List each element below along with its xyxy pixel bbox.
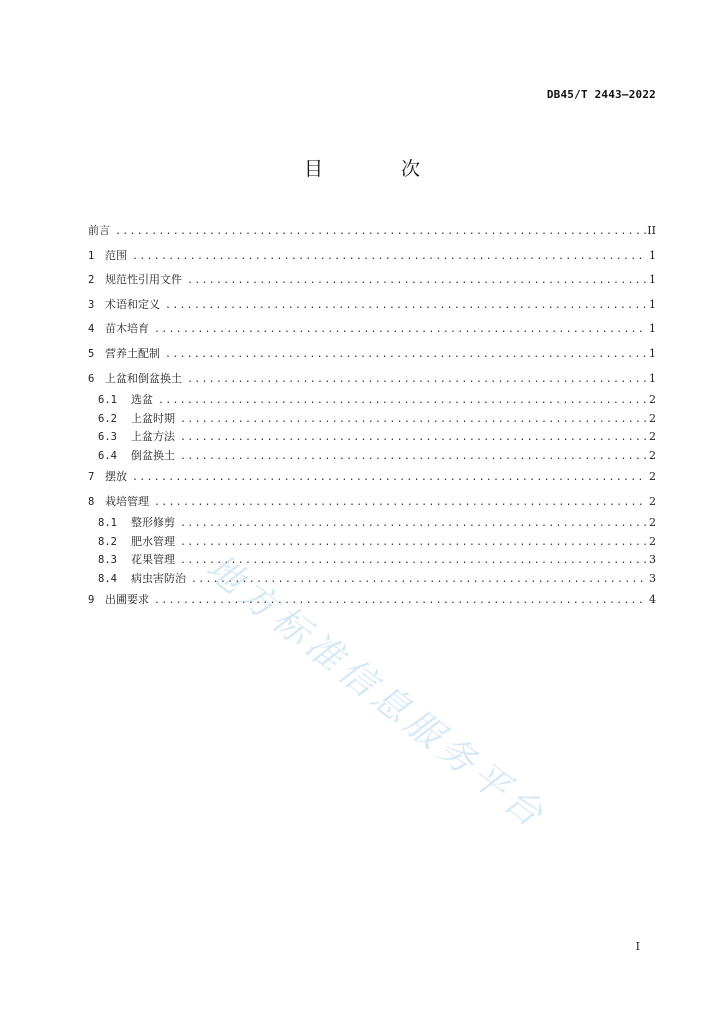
toc-entry-page: 2 xyxy=(649,448,656,462)
toc-entry-4[interactable] xyxy=(88,317,656,342)
toc-entry-5[interactable] xyxy=(88,342,656,367)
toc-dot-leader xyxy=(129,466,646,491)
toc-entry-label: 前言 xyxy=(88,224,110,237)
toc-entry-page: 1 xyxy=(649,273,656,287)
toc-dot-leader xyxy=(151,491,646,516)
toc-dot-leader xyxy=(177,515,646,534)
toc-entry-page: 2 xyxy=(649,411,656,425)
page-folio: I xyxy=(635,940,640,953)
toc-entry-number: 6.1 xyxy=(98,394,117,407)
toc-entry-label: 范围 xyxy=(105,248,127,262)
toc-entry-page: 2 xyxy=(649,534,656,548)
toc-dot-leader xyxy=(177,411,646,430)
toc-entry-label: 苗木培育 xyxy=(105,322,149,336)
toc-entry-foreword[interactable] xyxy=(88,219,656,244)
toc-entry-label: 上盆和倒盆换土 xyxy=(105,371,182,385)
toc-entry-page: 2 xyxy=(649,430,656,444)
toc-entry-6-1[interactable] xyxy=(88,391,656,410)
toc-dot-leader xyxy=(177,552,646,571)
toc-entry-3[interactable] xyxy=(88,293,656,318)
toc-entry-label: 栽培管理 xyxy=(105,494,149,508)
toc-entry-number: 6 xyxy=(88,372,95,385)
toc-entry-number: 6.3 xyxy=(98,431,117,444)
toc-entry-page: 2 xyxy=(649,470,656,484)
toc-dot-leader xyxy=(162,343,646,368)
toc-entry-label: 倒盆换土 xyxy=(131,448,175,462)
toc-entry-8-4[interactable] xyxy=(88,570,656,589)
toc-entry-label: 病虫害防治 xyxy=(131,571,186,585)
toc-dot-leader xyxy=(151,318,646,343)
toc-entry-1[interactable] xyxy=(88,244,656,269)
toc-entry-page: 2 xyxy=(649,494,656,508)
toc-entry-page: 4 xyxy=(649,593,656,607)
toc-entry-page: 1 xyxy=(649,322,656,336)
toc-entry-2[interactable] xyxy=(88,268,656,293)
toc-entry-number: 1 xyxy=(88,249,95,262)
toc-entry-label: 上盆方法 xyxy=(131,430,175,444)
toc-entry-number: 8.3 xyxy=(98,554,117,567)
toc-entry-page: 1 xyxy=(649,248,656,262)
toc-entry-label: 营养土配制 xyxy=(105,346,160,360)
toc-entry-page: 3 xyxy=(649,553,656,567)
toc-dot-leader xyxy=(155,392,646,411)
toc-entry-6-2[interactable] xyxy=(88,410,656,429)
toc-entry-page: 1 xyxy=(649,371,656,385)
toc-entry-page: 3 xyxy=(649,571,656,585)
toc-entry-page: 2 xyxy=(649,393,656,407)
toc-dot-leader xyxy=(177,448,646,467)
toc-entry-9[interactable] xyxy=(88,588,656,613)
toc-entry-8-2[interactable] xyxy=(88,533,656,552)
toc-entry-label: 选盆 xyxy=(131,393,153,407)
toc-entry-number: 5 xyxy=(88,347,95,360)
toc-entry-number: 9 xyxy=(88,594,95,607)
watermark: 地方标准信息服务平台 xyxy=(198,546,555,838)
toc-entry-number: 4 xyxy=(88,323,95,336)
toc-entry-number: 6.4 xyxy=(98,449,117,462)
toc-dot-leader xyxy=(129,245,646,270)
toc-dot-leader xyxy=(184,269,646,294)
toc-dot-leader xyxy=(184,368,646,393)
toc-entry-page: 1 xyxy=(649,297,656,311)
toc-entry-8[interactable] xyxy=(88,490,656,515)
toc-entry-number: 7 xyxy=(88,471,95,484)
toc-entry-6[interactable] xyxy=(88,367,656,392)
toc-entry-7[interactable] xyxy=(88,465,656,490)
toc-entry-number: 8.1 xyxy=(98,517,117,530)
toc-dot-leader xyxy=(188,571,646,590)
toc-dot-leader xyxy=(177,534,646,553)
toc-dot-leader xyxy=(112,220,646,245)
toc-entry-page: 2 xyxy=(649,516,656,530)
page-title: 目 次 xyxy=(303,158,457,180)
toc-entry-label: 规范性引用文件 xyxy=(105,273,182,287)
toc-entry-label: 花果管理 xyxy=(131,553,175,567)
toc-dot-leader xyxy=(151,589,646,614)
toc-entry-number: 8.4 xyxy=(98,572,117,585)
toc-entry-number: 3 xyxy=(88,298,95,311)
toc-entry-number: 6.2 xyxy=(98,412,117,425)
toc-entry-number: 8.2 xyxy=(98,535,117,548)
toc-entry-label: 整形修剪 xyxy=(131,516,175,530)
toc-entry-number: 2 xyxy=(88,274,95,287)
toc-entry-8-3[interactable] xyxy=(88,551,656,570)
toc-dot-leader xyxy=(162,294,646,319)
toc-entry-number: 8 xyxy=(88,495,95,508)
toc-entry-label: 上盆时期 xyxy=(131,411,175,425)
table-of-contents xyxy=(88,219,656,613)
toc-entry-page: 1 xyxy=(649,346,656,360)
toc-entry-page: II xyxy=(647,224,656,237)
toc-entry-label: 肥水管理 xyxy=(131,534,175,548)
toc-entry-6-3[interactable] xyxy=(88,428,656,447)
toc-entry-8-1[interactable] xyxy=(88,514,656,533)
toc-entry-label: 摆放 xyxy=(105,470,127,484)
toc-entry-6-4[interactable] xyxy=(88,447,656,466)
document-code: DB45/T 2443—2022 xyxy=(546,88,656,101)
toc-dot-leader xyxy=(177,429,646,448)
toc-entry-label: 术语和定义 xyxy=(105,297,160,311)
toc-entry-label: 出圃要求 xyxy=(105,593,149,607)
